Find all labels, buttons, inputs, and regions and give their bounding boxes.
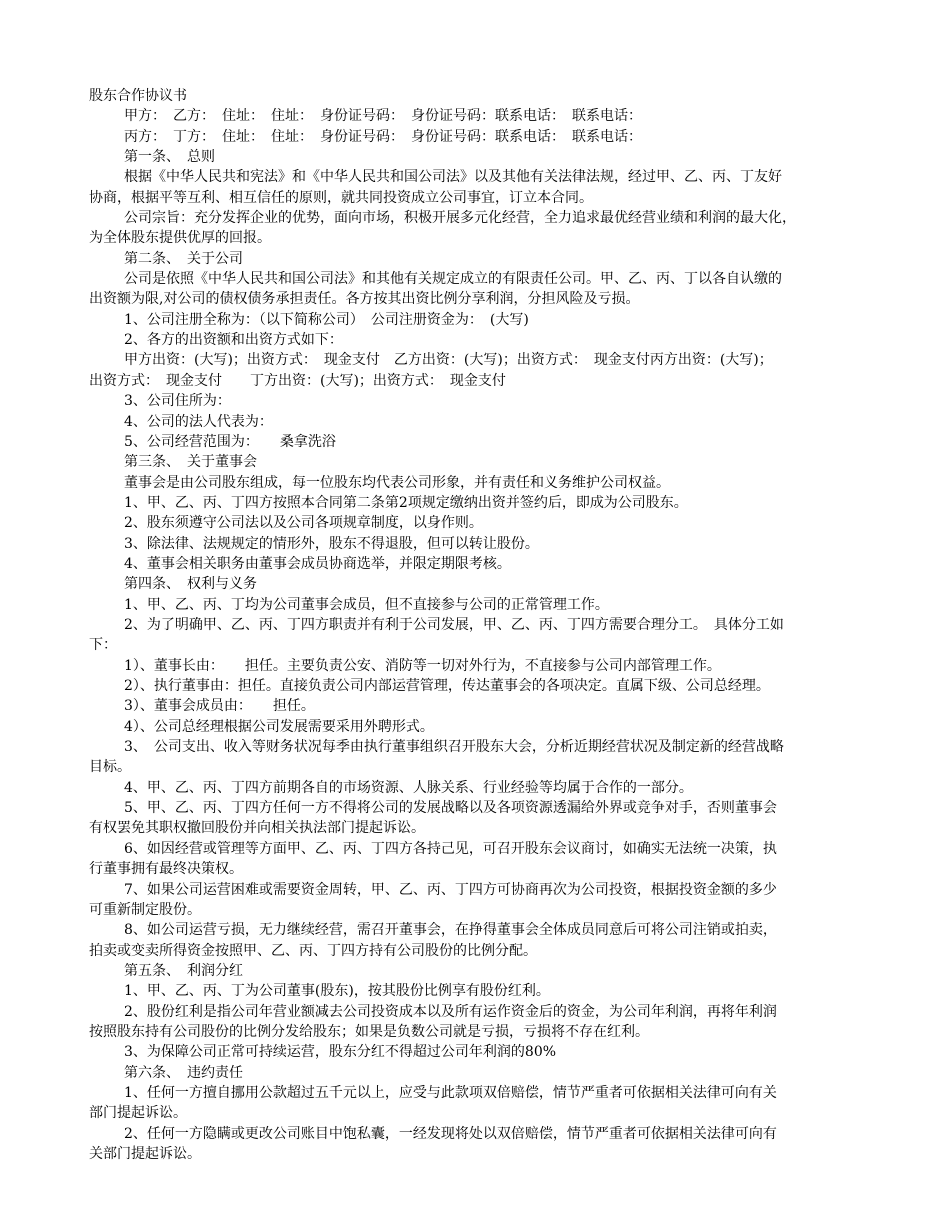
paragraph-line: 4、董事会相关职务由董事会成员协商选举，并限定期限考核。 <box>124 556 511 572</box>
paragraph-line: 出资方式： 现金支付 丁方出资：(大写)；出资方式： 现金支付 <box>89 373 506 389</box>
article-3-heading: 第三条、 关于董事会 <box>124 454 257 470</box>
paragraph-line: 甲方出资：(大写)；出资方式： 现金支付 乙方出资：(大写)；出资方式： 现金支付丙方出资：(大写)； <box>124 352 773 368</box>
paragraph-line: 2、为了明确甲、乙、丙、丁四方职责并有利于公司发展，甲、乙、丙、丁四方需要合理分工。 具体分工如 <box>124 617 784 633</box>
article-1-heading: 第一条、 总则 <box>124 149 215 165</box>
party-info-line-1: 甲方： 乙方： 住址： 住址： 身份证号码： 身份证号码：联系电话： 联系电话： <box>124 108 642 124</box>
article-2-heading: 第二条、 关于公司 <box>124 251 243 267</box>
party-info-line-2: 丙方： 丁方： 住址： 住址： 身份证号码： 身份证号码：联系电话： 联系电话： <box>124 129 642 145</box>
paragraph-line: 3、 公司支出、收入等财务状况每季由执行董事组织召开股东大会，分析近期经营状况及制定新的经营战略 <box>124 739 784 755</box>
paragraph-line: 部门提起诉讼。 <box>89 1105 187 1121</box>
article-6-heading: 第六条、 违约责任 <box>124 1065 243 1081</box>
paragraph-line: 按照股东持有公司股份的比例分发给股东；如果是负数公司就是亏损，亏损将不存在红利。 <box>89 1024 649 1040</box>
paragraph-line: 目标。 <box>89 759 131 775</box>
paragraph-line: 行董事拥有最终决策权。 <box>89 861 243 877</box>
paragraph-line: 5、公司经营范围为： 桑拿洗浴 <box>124 434 336 450</box>
paragraph-line: 1、甲、乙、丙、丁均为公司董事会成员，但不直接参与公司的正常管理工作。 <box>124 597 609 613</box>
paragraph-line: 1、甲、乙、丙、丁为公司董事(股东)，按其股份比例享有股份红利。 <box>124 983 550 999</box>
paragraph-line: 6、如因经营或管理等方面甲、乙、丙、丁四方各持己见，可召开股东会议商讨，如确实无法统一决策，执 <box>124 841 777 857</box>
paragraph-line: 1、公司注册全称为：（以下简称公司） 公司注册资金为： (大写) <box>124 312 529 328</box>
article-4-heading: 第四条、 权利与义务 <box>124 576 257 592</box>
document-title: 股东合作协议书 <box>89 88 187 104</box>
paragraph-line: 4、公司的法人代表为： <box>124 414 273 430</box>
paragraph-line: 2、股东须遵守公司法以及公司各项规章制度，以身作则。 <box>124 515 483 531</box>
paragraph-line: 为全体股东提供优厚的回报。 <box>89 230 271 246</box>
paragraph-line: 1、任何一方擅自挪用公款超过五千元以上，应受与此款项双倍赔偿，情节严重者可依据相关法律可向有关 <box>124 1085 777 1101</box>
article-5-heading: 第五条、 利润分红 <box>124 963 243 979</box>
paragraph-line: 1、甲、乙、丙、丁四方按照本合同第二条第2项规定缴纳出资并签约后，即成为公司股东。 <box>124 495 688 511</box>
paragraph-line: 2、任何一方隐瞒或更改公司账目中饱私囊，一经发现将处以双倍赔偿，情节严重者可依据相关法律可向有 <box>124 1126 777 1142</box>
paragraph-line: 协商，根据平等互利、相互信任的原则，就共同投资成立公司事宜，订立本合同。 <box>89 190 593 206</box>
paragraph-line: 2）、执行董事由：担任。直接负责公司内部运营管理，传达董事会的各项决定。直属下级、公司总经理。 <box>124 678 770 694</box>
paragraph-line: 根据《中华人民共和宪法》和《中华人民共和国公司法》以及其他有关法律法规，经过甲、乙、丙、丁友好 <box>124 169 782 185</box>
paragraph-line: 3、公司住所为： <box>124 393 231 409</box>
paragraph-line: 公司是依照《中华人民共和国公司法》和其他有关规定成立的有限责任公司。甲、乙、丙、丁以各自认缴的 <box>124 271 782 287</box>
paragraph-line: 3、为保障公司正常可持续运营，股东分红不得超过公司年利润的80% <box>124 1044 557 1060</box>
paragraph-line: 4）、公司总经理根据公司发展需要采用外聘形式。 <box>124 719 434 735</box>
paragraph-line: 董事会是由公司股东组成，每一位股东均代表公司形象，并有责任和义务维护公司权益。 <box>124 475 670 491</box>
paragraph-line: 7、如果公司运营困难或需要资金周转，甲、乙、丙、丁四方可协商再次为公司投资，根据投资金额的多少 <box>124 882 777 898</box>
paragraph-line: 3、除法律、法规规定的情形外，股东不得退股，但可以转让股份。 <box>124 536 539 552</box>
paragraph-line: 8、如公司运营亏损，无力继续经营，需召开董事会，在挣得董事会全体成员同意后可将公司注销或拍卖， <box>124 922 777 938</box>
paragraph-line: 3）、董事会成员由： 担任。 <box>124 698 315 714</box>
paragraph-line: 拍卖或变卖所得资金按照甲、乙、丙、丁四方持有公司股份的比例分配。 <box>89 943 537 959</box>
paragraph-line: 1）、董事长由： 担任。主要负责公安、消防等一切对外行为，不直接参与公司内部管理工作。 <box>124 658 721 674</box>
paragraph-line: 4、甲、乙、丙、丁四方前期各自的市场资源、人脉关系、行业经验等均属于合作的一部分。 <box>124 780 693 796</box>
paragraph-line: 2、各方的出资额和出资方式如下： <box>124 332 343 348</box>
paragraph-line: 有权罢免其职权撤回股份并向相关执法部门提起诉讼。 <box>89 820 425 836</box>
paragraph-line: 可重新制定股份。 <box>89 902 201 918</box>
paragraph-line: 下： <box>89 637 117 653</box>
paragraph-line: 出资额为限,对公司的债权债务承担责任。各方按其出资比例分享利润，分担风险及亏损。 <box>89 291 640 307</box>
paragraph-line: 5、甲、乙、丙、丁四方任何一方不得将公司的发展战略以及各项资源透漏给外界或竞争对手，否则董事会 <box>124 800 777 816</box>
paragraph-line: 2、股份红利是指公司年营业额减去公司投资成本以及所有运作资金后的资金，为公司年利润，再将年利润 <box>124 1004 777 1020</box>
paragraph-line: 关部门提起诉讼。 <box>89 1146 201 1162</box>
paragraph-line: 公司宗旨：充分发挥企业的优势，面向市场，积极开展多元化经营，全力追求最优经营业绩和利润的最大化， <box>124 210 796 226</box>
